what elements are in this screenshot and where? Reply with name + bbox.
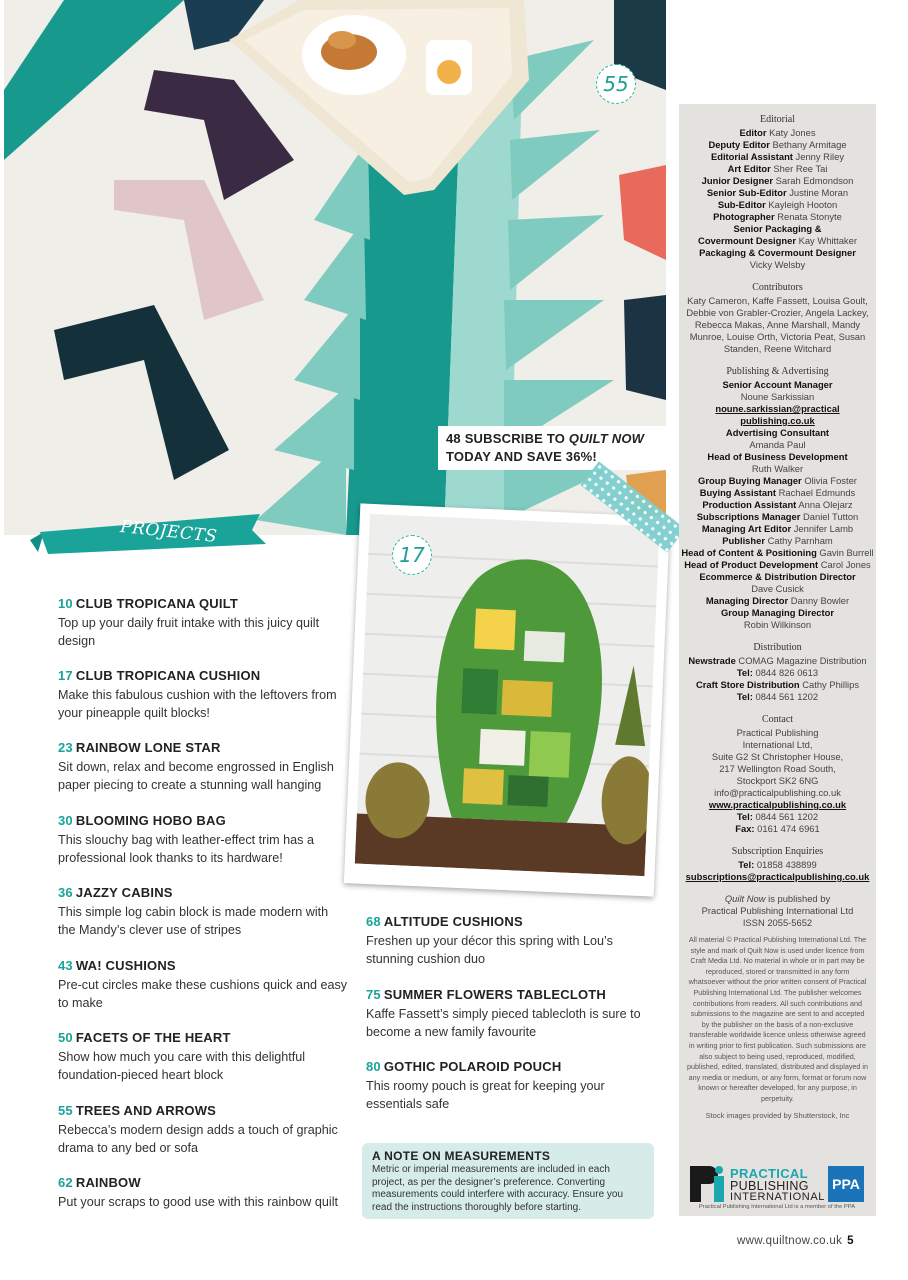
credit-line: Head of Content & Positioning Gavin Burrell (681, 547, 874, 558)
note-body: Metric or imperial measurements are included in each project, as per the designer’s preference. Converting measurements could interfere with accuracy. Ensure you read the instructions thoroughly before starting. (372, 1164, 624, 1213)
credit-line: Head of Business Development (707, 451, 848, 462)
project-desc: This roomy pouch is great for keeping your essentials safe (366, 1079, 605, 1111)
project-page-num: 23 (58, 740, 73, 755)
project-page-num: 62 (58, 1175, 73, 1190)
issn: ISSN 2055-5652 (742, 917, 813, 928)
subscribe-offer: TODAY AND SAVE 36%! (446, 449, 597, 464)
contact-line: Suite G2 St Christopher House, (711, 751, 844, 762)
credit-line: Senior Sub-Editor Justine Moran (706, 187, 849, 198)
distribution-heading: Distribution (753, 642, 802, 653)
publisher-logo (688, 1166, 866, 1210)
credit-line: Editorial Assistant Jenny Riley (710, 151, 845, 162)
publishing-heading: Publishing & Advertising (726, 366, 829, 377)
credit-line: Publisher Cathy Parnham (722, 535, 833, 546)
project-title: JAZZY CABINS (75, 885, 173, 900)
project-page-num: 50 (58, 1030, 73, 1045)
credit-line: Art Editor Sher Ree Tai (727, 163, 828, 174)
project-desc: Rebecca’s modern design adds a touch of graphic drama to any bed or sofa (58, 1123, 338, 1155)
project-item[interactable] (58, 812, 348, 867)
project-item[interactable] (366, 913, 656, 968)
credit-line: Tel: 0844 826 0613 (736, 667, 819, 678)
project-desc: This simple log cabin block is made modern with the Mandy’s clever use of stripes (58, 905, 329, 937)
page-badge-17: 17 (392, 535, 432, 575)
footer-url[interactable]: www.quiltnow.co.uk (737, 1235, 843, 1247)
credit-line: Senior Account Manager (722, 379, 833, 390)
credit-line: Subscriptions Manager Daniel Tutton (696, 511, 859, 522)
editorial-heading: Editorial (760, 114, 795, 125)
website-link[interactable]: www.practicalpublishing.co.uk (708, 799, 847, 810)
note-heading: A NOTE ON MEASUREMENTS (372, 1149, 551, 1163)
stock-credit: Stock images provided by Shutterstock, Inc (705, 1110, 850, 1120)
credit-line: Ecommerce & Distribution Director (699, 571, 856, 582)
credit-line: Packaging & Covermount Designer (699, 247, 856, 258)
project-item[interactable] (58, 884, 348, 939)
project-item[interactable] (366, 1058, 656, 1113)
credit-line: Group Managing Director (720, 607, 835, 618)
project-title: RAINBOW (75, 1175, 141, 1190)
project-page-num: 36 (58, 885, 73, 900)
credit-line: Managing Art Editor Jennifer Lamb (701, 523, 854, 534)
page-footer (737, 1235, 854, 1247)
credit-line: Noune Sarkissian (740, 391, 815, 402)
page-number: 5 (847, 1235, 854, 1247)
credit-line: Advertising Consultant (725, 427, 830, 438)
credit-line: Dave Cusick (751, 583, 804, 594)
credit-line: Managing Director Danny Bowler (705, 595, 850, 606)
measurements-note (362, 1143, 654, 1219)
project-item[interactable] (58, 1102, 348, 1157)
credit-line: Tel: 01858 438899 (738, 859, 817, 870)
contact-line: Stockport SK2 6NG (736, 775, 819, 786)
project-desc: Freshen up your décor this spring with Lou’s stunning cushion duo (366, 934, 613, 966)
credit-line: Fax: 0161 474 6961 (735, 823, 820, 834)
subscribe-page-num: 48 (446, 431, 461, 446)
subscribe-promo[interactable] (438, 426, 674, 470)
credit-line: Senior Packaging & (733, 223, 822, 234)
project-desc: This slouchy bag with leather-effect trim has a professional look thanks to its hardware! (58, 833, 314, 865)
ppa-logo: PPA (828, 1166, 864, 1202)
page-badge-55: 55 (596, 64, 636, 104)
credit-line: Covermount Designer Kay Whittaker (698, 235, 857, 246)
credit-line: Editor Katy Jones (739, 127, 816, 138)
credit-line: Head of Product Development Carol Jones (684, 559, 871, 570)
credit-line: Photographer Renata Stonyte (713, 211, 842, 222)
contact-line: 217 Wellington Road South, (719, 763, 836, 774)
subscriptions-email-link[interactable]: subscriptions@practicalpublishing.co.uk (685, 871, 870, 882)
project-desc: Top up your daily fruit intake with this juicy quilt design (58, 616, 320, 648)
project-item[interactable] (58, 1029, 348, 1084)
project-page-num: 55 (58, 1103, 73, 1118)
project-desc: Show how much you care with this delightful foundation-pieced heart block (58, 1050, 306, 1082)
project-title: GOTHIC POLAROID POUCH (383, 1059, 562, 1074)
ppa-member-note: Practical Publishing International Ltd is a member of the PPA (698, 1204, 856, 1210)
contact-line: International Ltd, (742, 739, 813, 750)
contact-email[interactable]: info@practicalpublishing.co.uk (714, 787, 841, 798)
project-item[interactable] (58, 957, 348, 1012)
credit-line: Junior Designer Sarah Edmondson (701, 175, 854, 186)
credit-line: Tel: 0844 561 1202 (736, 811, 819, 822)
project-desc: Pre-cut circles make these cushions quick and easy to make (58, 978, 348, 1010)
project-title: BLOOMING HOBO BAG (75, 813, 226, 828)
project-page-num: 80 (366, 1059, 381, 1074)
credit-line: Vicky Welsby (749, 259, 806, 270)
logo-word-practical: PRACTICAL (730, 1166, 808, 1181)
project-item[interactable] (366, 986, 656, 1041)
credit-line: Group Buying Manager Olivia Foster (698, 475, 857, 486)
project-title: FACETS OF THE HEART (75, 1030, 231, 1045)
project-desc: Kaffe Fassett’s simply pieced tablecloth is sure to become a new family favourite (366, 1007, 641, 1039)
contributors-list: Katy Cameron, Kaffe Fassett, Louisa Goult, Debbie von Grabler-Crozier, Angela Lackey, Rebecca Makas, Anne Marshall, Mandy Munroe, Louise Orth, Victoria Peat, Susan Standen, Reene Witchard (686, 295, 869, 354)
project-title: RAINBOW LONE STAR (75, 740, 221, 755)
credit-line: Amanda Paul (749, 439, 806, 450)
credit-line: Production Assistant Anna Olejarz (702, 499, 853, 510)
credit-line: Sub-Editor Kayleigh Hooton (717, 199, 838, 210)
credit-line: Buying Assistant Rachael Edmunds (699, 487, 856, 498)
contributors-heading: Contributors (752, 282, 803, 293)
project-page-num: 68 (366, 914, 381, 929)
project-page-num: 30 (58, 813, 73, 828)
credit-line: Robin Wilkinson (743, 619, 812, 630)
project-page-num: 10 (58, 596, 73, 611)
subscribe-pre: SUBSCRIBE TO (464, 431, 566, 446)
project-desc: Put your scraps to good use with this rainbow quilt (58, 1195, 339, 1209)
subscribe-magazine: QUILT NOW (568, 431, 645, 446)
project-item[interactable] (58, 1174, 348, 1211)
credit-line: Deputy Editor Bethany Armitage (708, 139, 847, 150)
project-title: ALTITUDE CUSHIONS (383, 914, 523, 929)
credits-column (679, 104, 876, 1216)
subscriptions-heading: Subscription Enquiries (731, 846, 824, 857)
project-desc: Sit down, relax and become engrossed in English paper piecing to create a stunning wall hanging (58, 760, 334, 792)
email-link[interactable]: noune.sarkissian@practical publishing.co.uk (715, 403, 840, 426)
project-page-num: 17 (58, 668, 73, 683)
pi-logo-icon (688, 1166, 728, 1202)
project-item[interactable] (58, 739, 348, 794)
credit-line: Newstrade COMAG Magazine Distribution (688, 655, 867, 666)
credit-line: Tel: 0844 561 1202 (736, 691, 819, 702)
contact-line: Practical Publishing (736, 727, 819, 738)
project-desc: Make this fabulous cushion with the leftovers from your pineapple quilt blocks! (58, 688, 337, 720)
publisher-name: Practical Publishing International Ltd (701, 905, 854, 916)
credit-line: Ruth Walker (751, 463, 804, 474)
project-title: TREES AND ARROWS (75, 1103, 217, 1118)
project-item[interactable] (58, 595, 348, 650)
logo-word-publishing: PUBLISHING (730, 1179, 809, 1193)
legal-notice: All material © Practical Publishing International Ltd. The style and mark of Quilt Now is used under licence from Craft Media Ltd. No material in whole or in part may be reproduced, stored or transmitted in any form whatsoever without the prior written consent of Practical Publishing International Ltd. The publisher welcomes contributions from readers. All such contributions and submissions to the magazine are sent to and accepted by the publisher on the basis of a non-exclusive transferable worldwide licence unless otherwise agreed in writing prior to first publication. Such submissions are also subject to being used, reproduced, modified, published, edited, translated, distributed and displayed in any media or medium, or any form, format or forum now known or hereafter developed, for any purpose, in perpetuity. (687, 935, 869, 1103)
project-title: SUMMER FLOWERS TABLECLOTH (383, 987, 607, 1002)
project-page-num: 43 (58, 958, 73, 973)
contact-heading: Contact (761, 714, 794, 725)
project-item[interactable] (58, 667, 348, 722)
project-page-num: 75 (366, 987, 381, 1002)
project-title: CLUB TROPICANA CUSHION (75, 668, 261, 683)
project-title: CLUB TROPICANA QUILT (75, 596, 239, 611)
logo-word-international: INTERNATIONAL (730, 1191, 825, 1203)
credit-line: Craft Store Distribution Cathy Phillips (695, 679, 860, 690)
publisher-statement: Quilt Now is published by (724, 893, 831, 904)
project-title: WA! CUSHIONS (75, 958, 176, 973)
projects-ribbon-label: PROJECTS (119, 516, 219, 548)
